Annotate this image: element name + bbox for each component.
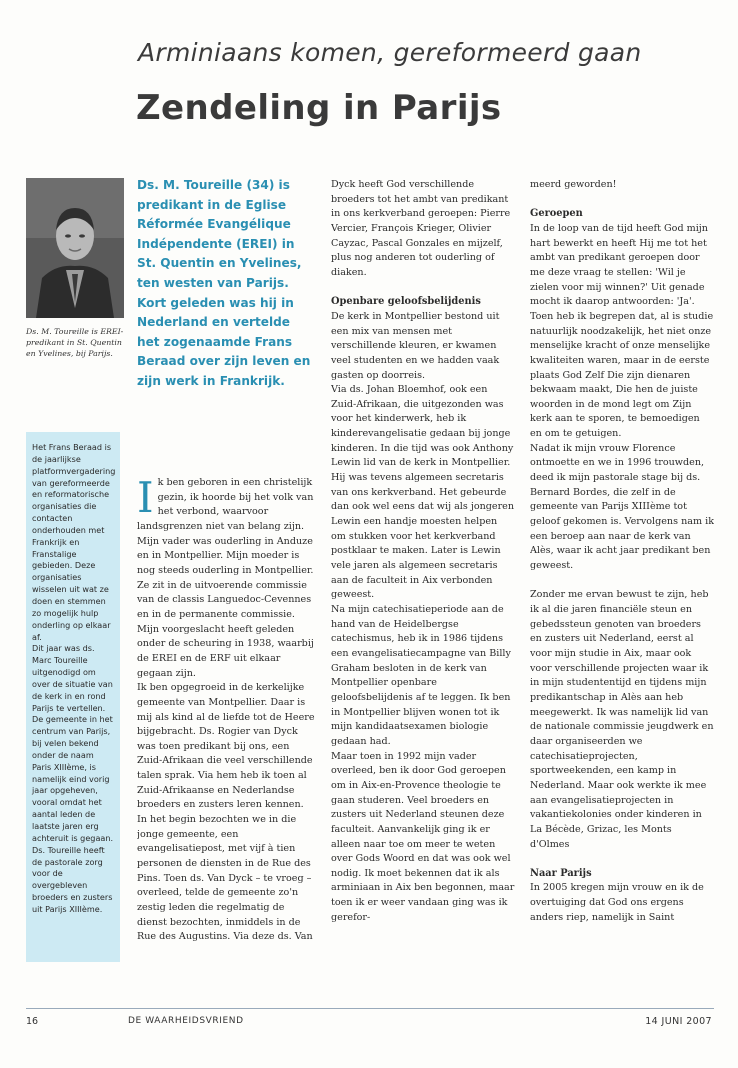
body-paragraph: Nadat ik mijn vrouw Florence ontmoette en we in 1996 trouwden, deed ik mijn pastorale stage bij ds. Bernard Bordes, die zelf in de gemeente van Parijs XIIIème tot geloof gekomen is. Vervolgens nam ik een beroep aan naar de kerk van Alès, waar ik acht jaar predikant ben geweest.: [530, 442, 714, 572]
body-paragraph: [137, 476, 315, 623]
page-number: 16: [26, 1016, 39, 1027]
body-paragraph: Via ds. Johan Bloemhof, ook een Zuid-Afrikaan, die uitgezonden was voor het kinderwerk, heb ik kinderevangelisatie gedaan bij jonge kinderen. In die tijd was ook Anthony Lewin lid van de kerk in Montpellier. Hij was tevens algemeen secretaris van ons kerkverband. Het gebeurde dan ook wel eens dat wij als jongeren Lewin een handje moesten helpen om stukken voor het kerkverband postklaar te maken. Later is Lewin vele jaren als algemeen secretaris aan de faculteit in Aix verbonden geweest.: [331, 384, 515, 601]
footer-rule: [26, 1008, 714, 1009]
article-headline: Zendeling in Parijs: [136, 88, 502, 128]
issue-date: 14 JUNI 2007: [645, 1016, 712, 1027]
article-intro: Ds. M. Toureille (34) is predikant in de Eglise Réformée Evangélique Indépendente (EREI) in St. Quentin en Yvelines, ten westen van Parijs. Kort geleden was hij in Nederland en vertelde het zogenaamde Frans Beraad over zijn leven en zijn werk in Frankrijk.: [137, 178, 311, 388]
body-paragraph: In 2005 kregen mijn vrouw en ik de overtuiging dat God ons ergens anders riep, namelijk in Saint: [530, 882, 704, 923]
body-paragraph: Zonder me ervan bewust te zijn, heb ik al die jaren financiële steun en gebedssteun genoten van broeders en zusters uit Nederland, eerst al voor mijn studie in Aix, maar ook voor verschillende projecten waar ik in mijn studententijd en tijdens mijn predikantschap in Alès aan heb meegewerkt. Ik was namelijk lid van de nationale commissie jeugdwerk en daar organiseerden we catechisatieprojecten, sportweekenden, een kamp in Nederland. Maar ook werkte ik mee aan evangelisatieprojecten in vakantiekolonies onder kinderen in La Bécède, Grizac, les Monts d'Olmes: [530, 589, 714, 850]
section-heading: Naar Parijs: [530, 867, 592, 879]
portrait-image: [26, 178, 124, 318]
body-paragraph: Mijn voorgeslacht heeft geleden onder de scheuring in 1938, waarbij de EREI en de ERF uit elkaar gegaan zijn.: [137, 623, 314, 679]
body-paragraph: Na mijn catechisatieperiode aan de hand van de Heidelbergse catechismus, heb ik in 1986 tijdens een evangelisatiecampagne van Billy Graham besloten in de kerk van Montpellier openbare geloofsbelijdenis af te leggen. Ik ben in Montpellier blijven wonen tot ik mijn kandidaatsexamen biologie gedaan had.: [331, 604, 511, 747]
body-paragraph: Dyck heeft God verschillende broeders tot het ambt van predikant in ons kerkverband geroepen: Pierre Vercier, François Krieger, Olivier Cayzac, Pascal Gonzales en mijzelf, plus nog anderen tot ouderling of diaken.: [331, 179, 511, 278]
article-column-3: [530, 178, 714, 958]
article-kicker: Arminiaans komen, gereformeerd gaan: [138, 38, 642, 67]
info-sidebar: [26, 432, 120, 962]
body-text: k ben geboren in een christelijk gezin, ik hoorde bij het volk van het verbond, waarvoor landsgrenzen niet van belang zijn. Mijn vader was ouderling in Anduze en in Montpellier. Mijn moeder is nog steeds ouderling in Montpellier. Ze zit in de uitvoerende commissie van de classis Languedoc-Cevennes en in de permanente commissie.: [137, 477, 314, 620]
article-column-1: [137, 476, 315, 956]
article-column-2: [331, 178, 515, 958]
photo-caption: Ds. M. Toureille is EREI-predikant in St. Quentin en Yvelines, bij Parijs.: [26, 327, 124, 359]
sidebar-paragraph: Dit jaar was ds. Marc Toureille uitgenodigd om over de situatie van de kerk in en rond Parijs te vertellen. De gemeente in het centrum van Parijs, bij velen bekend onder de naam Paris XIIIème, is namelijk eind vorig jaar opgeheven, vooral omdat het aantal leden de laatste jaren erg achteruit is gegaan. Ds. Toureille heeft de pastorale zorg voor de overgebleven broeders en zusters uit Parijs XIIIème.: [32, 643, 114, 914]
body-paragraph: De kerk in Montpellier bestond uit een mix van mensen met verschillende kleuren, er kwamen veel studenten en we hadden vaak gasten op doorreis.: [331, 310, 500, 381]
body-paragraph: Maar toen in 1992 mijn vader overleed, ben ik door God geroepen om in Aix-en-Provence theologie te gaan studeren. Veel broeders en zusters uit Nederland steunen deze faculteit. Aanvankelijk ging ik er alleen naar toe om meer te weten over Gods Woord en dat was ook wel nodig. Ik moet bekennen dat ik als arminiaan in Aix ben begonnen, maar toen ik er weer vandaan ging was ik gerefor-: [331, 750, 515, 923]
sidebar-paragraph: Het Frans Beraad is de jaarlijkse platformvergadering van gereformeerde en reformatorische organisaties die contacten onderhouden met Frankrijk en Franstalige gebieden. Deze organisaties wisselen uit wat ze doen en stemmen zo mogelijk hulp onderling op elkaar af.: [32, 442, 116, 642]
section-heading: Geroepen: [530, 208, 583, 220]
author-photo: [26, 178, 124, 318]
body-paragraph: In het begin bezochten we in die jonge gemeente, een evangelisatiepost, met vijf à tien personen de diensten in de Rue des Pins. Toen ds. Van Dyck – te vroeg – overleed, telde de gemeente zo'n zestig leden die regelmatig de dienst bezochten, inmiddels in de Rue des Augustins. Via deze ds. Van: [137, 814, 313, 943]
body-paragraph: meerd geworden!: [530, 179, 617, 190]
section-heading: Openbare geloofsbelijdenis: [331, 296, 481, 308]
body-paragraph: In de loop van de tijd heeft God mijn hart bewerkt en heeft Hij me tot het ambt van predikant geroepen door me deze vraag te stellen: 'Wil je zielen voor mij winnen?' Uit genade mocht ik daarop antwoorden: 'Ja'. Toen heb ik begrepen dat, al is studie natuurlijk noodzakelijk, het niet onze menselijke kracht of onze menselijke kwaliteiten waren, maar in de eerste plaats God Zelf Die zijn dienaren bekwaam maakt, Die hen de juiste woorden in de mond legt om Zijn kerk aan te sporen, te bemoedigen en om te getuigen.: [530, 222, 714, 440]
drop-cap: I: [137, 476, 154, 522]
body-paragraph: Ik ben opgegroeid in de kerkelijke gemeente van Montpellier. Daar is mij als kind al de liefde tot de Heere bijgebracht. Ds. Rogier van Dyck was toen predikant bij ons, een Zuid-Afrikaan die veel verschillende talen sprak. Via hem heb ik toen al Zuid-Afrikaanse en Nederlandse broeders en zusters leren kennen.: [137, 682, 315, 811]
publication-name: DE WAARHEIDSVRIEND: [128, 1016, 244, 1026]
